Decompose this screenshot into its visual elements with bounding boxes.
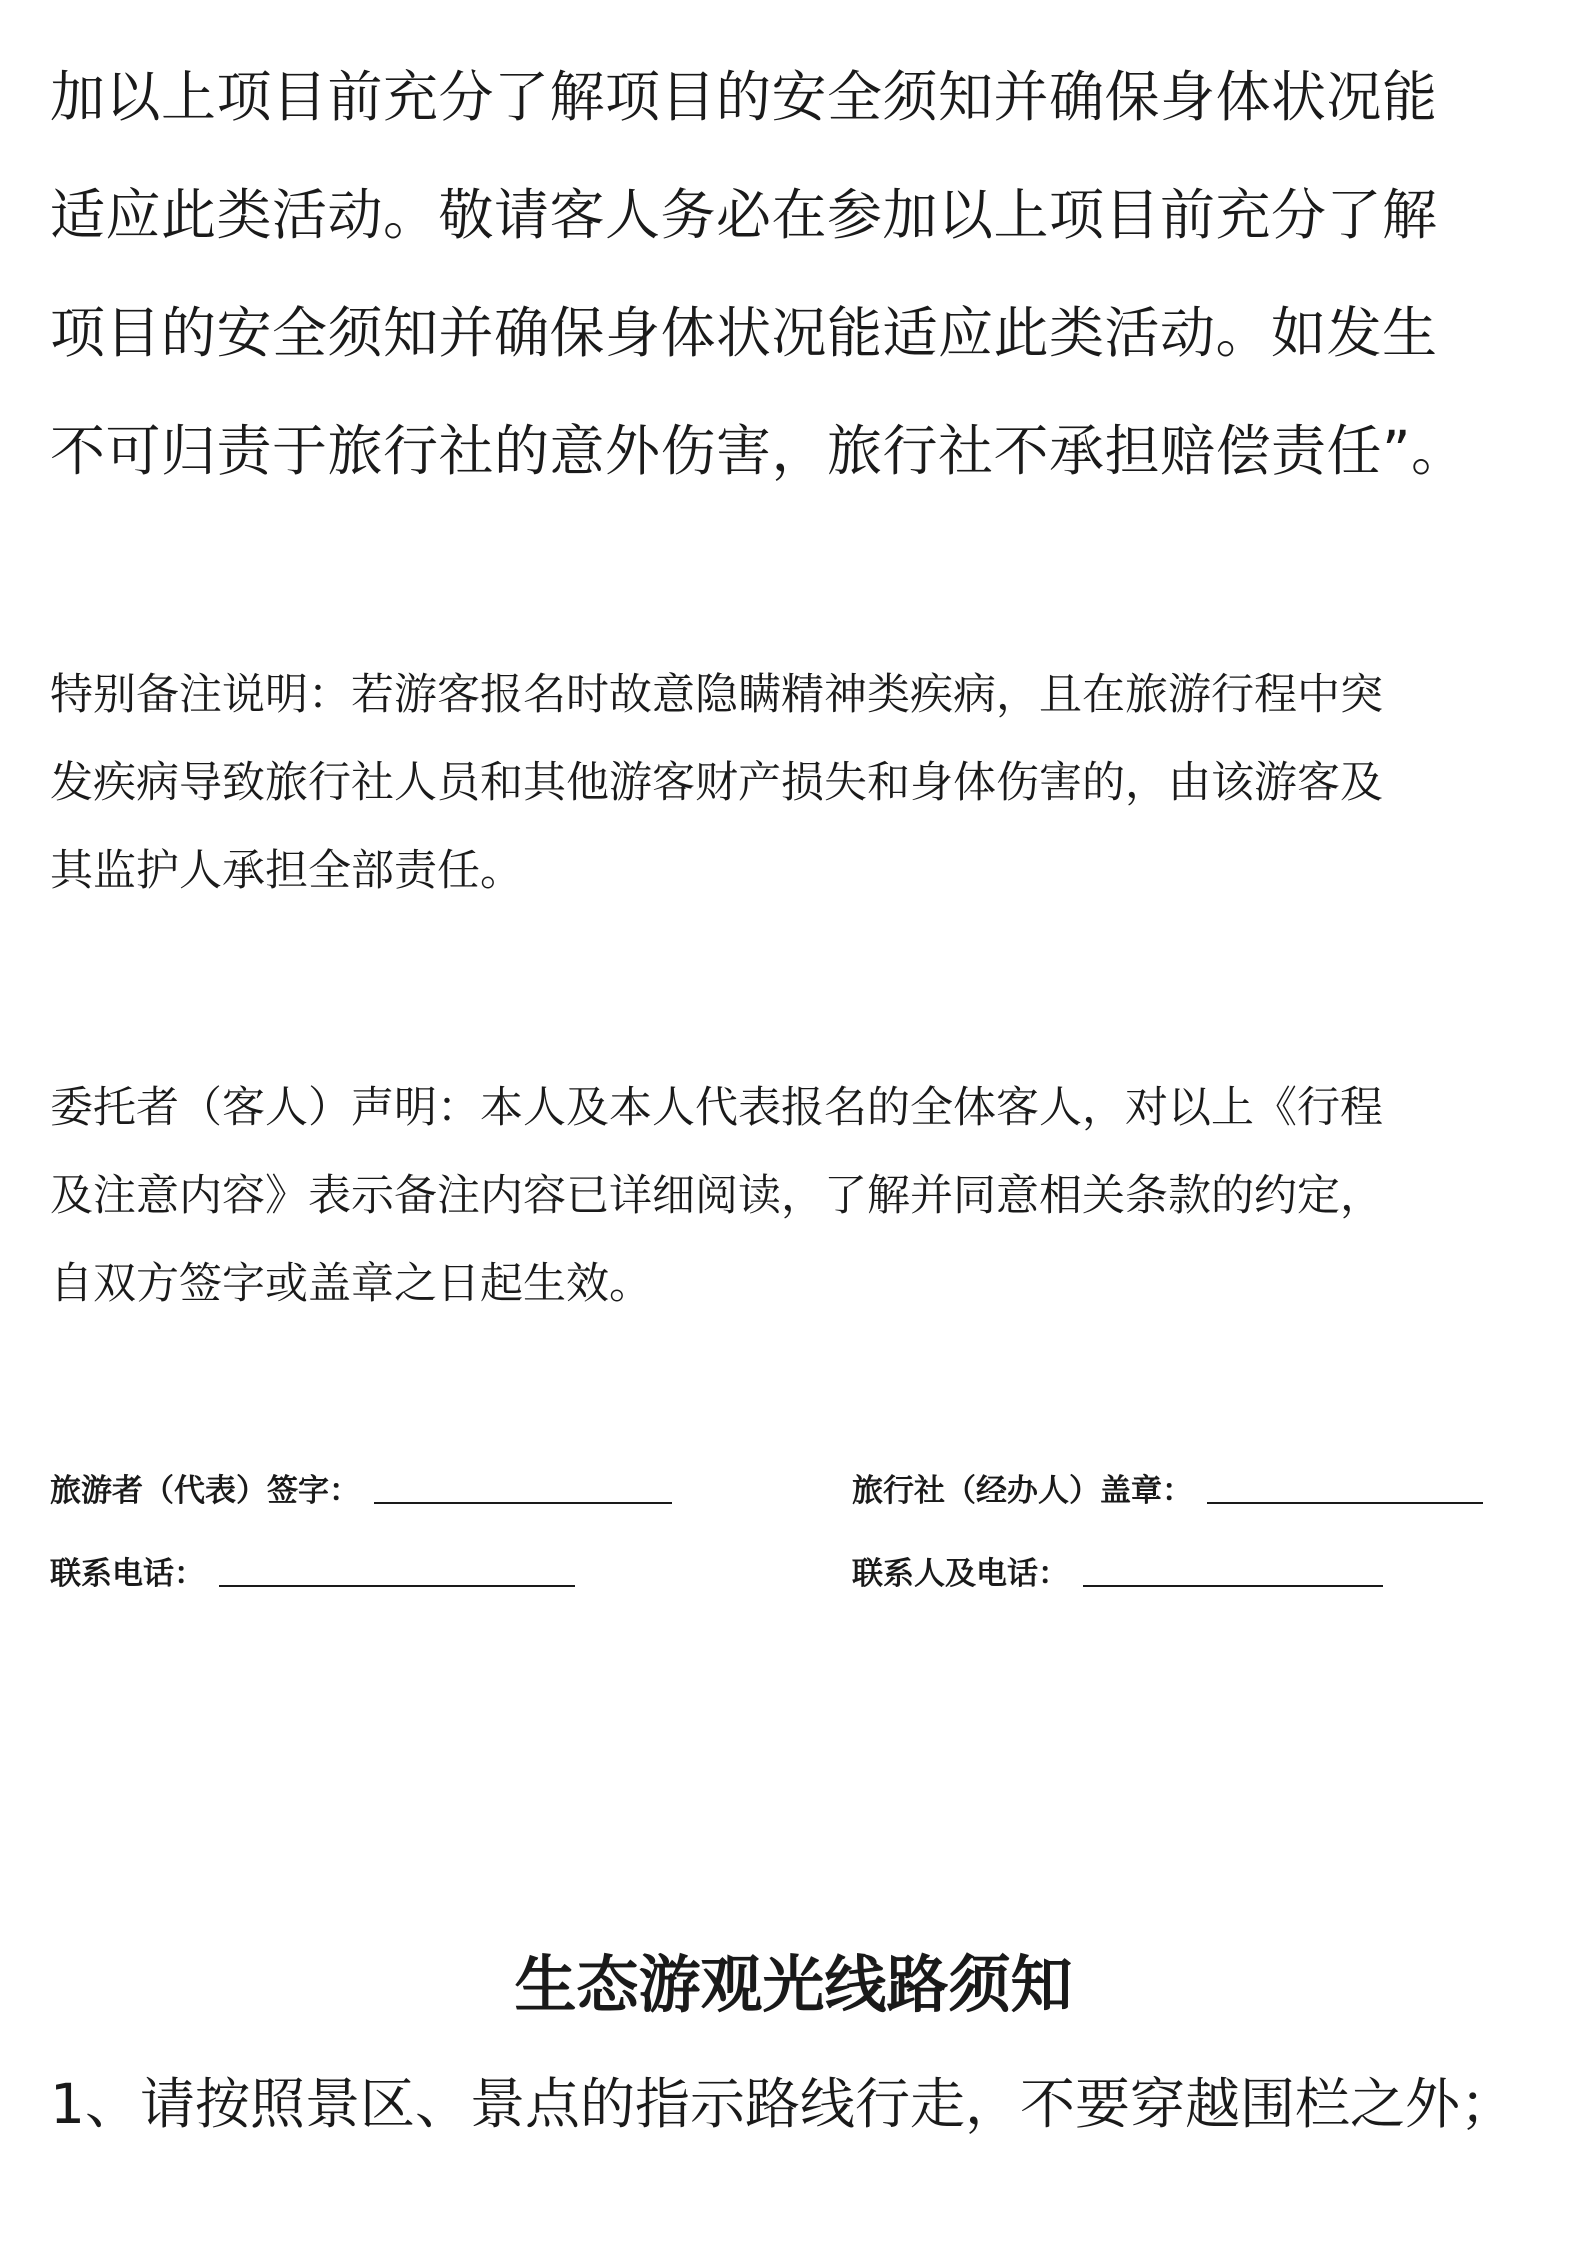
paragraph-line: 加以上项目前充分了解项目的安全须知并确保身体状况能	[50, 65, 1438, 129]
agency-seal-label: 旅行社（经办人）盖章：	[852, 1473, 1193, 1509]
paragraph-line: 特别备注说明：若游客报名时故意隐瞒精神类疾病，且在旅游行程中突	[50, 670, 1383, 720]
paragraph-line: 其监护人承担全部责任。	[50, 846, 523, 896]
traveler-phone-line[interactable]	[219, 1584, 575, 1587]
traveler-phone-field[interactable]	[50, 1548, 575, 1593]
paragraph-line: 不可归责于旅行社的意外伤害，旅行社不承担赔偿责任”。	[50, 419, 1467, 483]
paragraph-line: 委托者（客人）声明：本人及本人代表报名的全体客人，对以上《行程	[50, 1083, 1383, 1133]
list-item: 1、请按照景区、景点的指示路线行走，不要穿越围栏之外；	[50, 2072, 1515, 2136]
paragraph-line: 项目的安全须知并确保身体状况能适应此类活动。如发生	[50, 301, 1438, 365]
agency-contact-field[interactable]	[852, 1548, 1383, 1593]
traveler-signature-field[interactable]	[50, 1465, 672, 1510]
agency-seal-line[interactable]	[1207, 1501, 1483, 1504]
traveler-phone-label: 联系电话：	[50, 1556, 205, 1592]
paragraph-line: 适应此类活动。敬请客人务必在参加以上项目前充分了解	[50, 183, 1438, 247]
section-title: 生态游观光线路须知	[514, 1948, 1073, 2021]
traveler-signature-line[interactable]	[374, 1501, 672, 1504]
agency-contact-line[interactable]	[1083, 1584, 1383, 1587]
declaration-paragraph	[50, 1064, 1550, 1328]
safety-paragraph	[50, 38, 1550, 510]
paragraph-line: 及注意内容》表示备注内容已详细阅读，了解并同意相关条款的约定，	[50, 1171, 1383, 1221]
special-note-paragraph	[50, 651, 1550, 915]
agency-seal-field[interactable]	[852, 1465, 1483, 1510]
paragraph-line: 自双方签字或盖章之日起生效。	[50, 1259, 652, 1309]
traveler-signature-label: 旅游者（代表）签字：	[50, 1473, 360, 1509]
paragraph-line: 发疾病导致旅行社人员和其他游客财产损失和身体伤害的，由该游客及	[50, 758, 1383, 808]
agency-contact-label: 联系人及电话：	[852, 1556, 1069, 1592]
